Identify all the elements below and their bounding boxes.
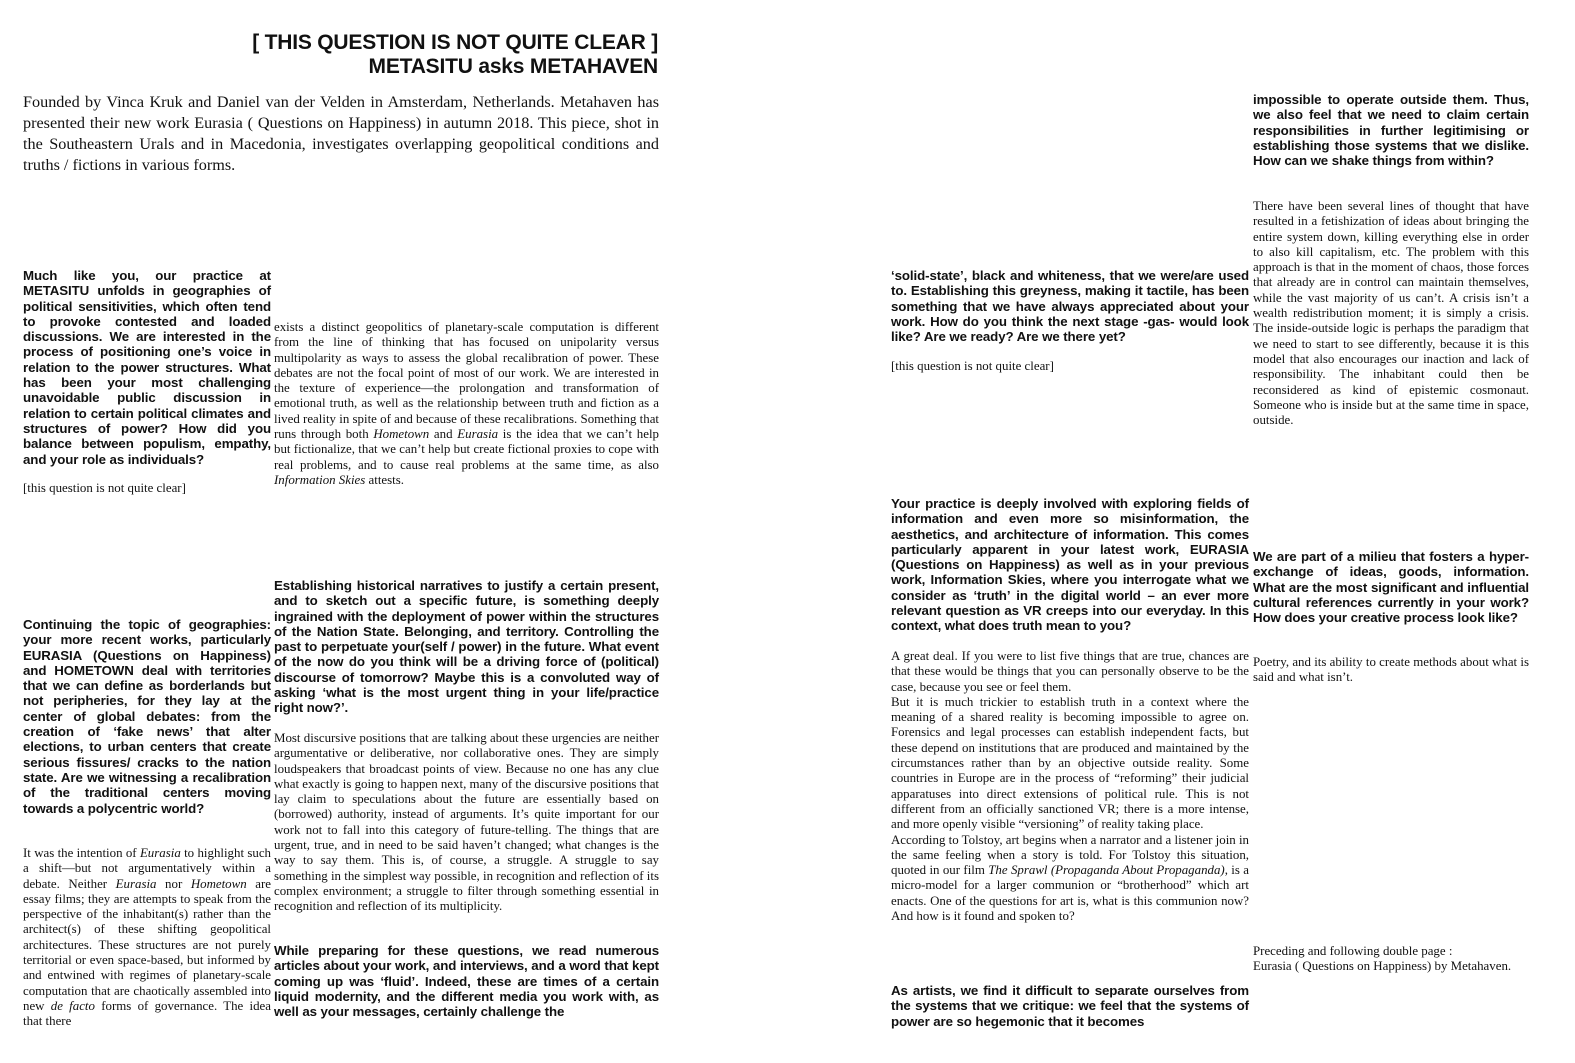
question-7: We are part of a milieu that fosters a hyper-exchange of ideas, goods, information. What are the most significant and influential cultural references currently in your work? How does your creative process look like? xyxy=(1253,549,1529,626)
caption-line-1: Preceding and following double page : xyxy=(1253,944,1453,958)
question-6-end: impossible to operate outside them. Thus, we also feel that we need to claim certain responsibilities in further legitimising or establishing those systems that we dislike. How can we shake things from within? xyxy=(1253,92,1529,169)
article-title xyxy=(150,31,658,79)
answer-5: A great deal. If you were to list five things that are true, chances are that these would be things that you can personally observe to be the case, because you see or feel them. But it is much trickier to establish truth in a context where the meaning of a shared reality is becoming impossible to agree on. Forensics and legal processes can establish independent facts, but these depend on institutions that are produced and maintained by the circumstances rather than by an objective outside reality. Some countries in Europe are in the process of “reforming” their judicial apparatuses into direct extensions of political rule. This is not different from an officially sanctioned VR; there is a more intense, and more openly visible “versioning” of reality taking place. According to Tolstoy, art begins when a narrator and a listener join in the same feeling when a story is told. For Tolstoy this situation, quoted in our film The Sprawl (Propaganda About Propaganda), is a micro-model for a larger communion or “brotherhood” which art enacts. One of the questions for art is, what is this communion now? And how is it found and spoken to? xyxy=(891,649,1249,924)
answer-2: It was the intention of Eurasia to highlight such a shift—but not argumentatively within a debate. Neither Eurasia nor Hometown are essay films; they are attempts to speak from the perspective of the inhabitant(s) rather than the architect(s) of these shifting geopolitical architectures. These structures are not purely territorial or even space-based, but informed by and entwined with regimes of planetary-scale computation that are chaotically assembled into new de facto forms of governance. The idea that there xyxy=(23,846,272,1029)
answer-2-continued: exists a distinct geopolitics of planetary-scale computation is different from the line of thinking that has focused on unipolarity versus multipolarity as ways to assess the global recalibration of power. These debates are not the focal point of most of our work. We are interested in the texture of experience—the prolongation and transformation of emotional truth, as well as the relationship between truth and fiction as a lived reality in spite of and because of these recalibrations. Something that runs through both Hometown and Eurasia is the idea that we can’t help but fictionalize, that we can’t help but create fictional proxies to cope with real problems, and to cause real problems at the same time, as also Information Skies attests. xyxy=(274,320,659,487)
answer-1-note: [this question is not quite clear] xyxy=(23,481,186,495)
title-line-2: METASITU asks METAHAVEN xyxy=(368,55,658,78)
caption-line-2: Eurasia ( Questions on Happiness) by Metahaven. xyxy=(1253,959,1512,974)
question-5: Your practice is deeply involved with exploring fields of information and even more so misinformation, the aesthetics, and architecture of information. This comes particularly apparent in your latest work, EURASIA (Questions on Happiness) as well as in your previous work, Information Skies, where you interrogate what we consider as ‘truth’ in the digital world – an ever more relevant question as VR creeps into our everyday. In this context, what does truth mean to you? xyxy=(891,496,1249,634)
title-line-1: [ THIS QUESTION IS NOT QUITE CLEAR ] xyxy=(252,31,658,54)
question-4-start: While preparing for these questions, we read numerous articles about your work, and interviews, and a word that kept coming up was ‘fluid’. Indeed, these are times of a certain liquid modernity, and the different media you work with, as well as your messages, certainly challenge the xyxy=(274,943,659,1020)
answer-4-note: [this question is not quite clear] xyxy=(891,359,1054,373)
question-2: Continuing the topic of geographies: your more recent works, particularly EURASIA (Questions on Happiness) and HOMETOWN deal with territories that we can define as borderlands but not peripheries, for they lay at the center of global debates: from the creation of ‘fake news’ that alter elections, to urban centers that create serious fissures/ cracks to the nation state. Are we witnessing a recalibration of the traditional centers moving towards a polycentric world? xyxy=(23,617,271,816)
question-6-start: As artists, we find it difficult to separate ourselves from the systems that we critique: we feel that the systems of power are so hegemonic that it becomes xyxy=(891,983,1249,1029)
question-1: Much like you, our practice at METASITU unfolds in geographies of political sensitivities, which often tend to provoke contested and loaded discussions. We are interested in the process of positioning one’s voice in relation to the power structures. What has been your most challenging unavoidable public discussion in relation to certain political climates and structures of power? How did you balance between populism, empathy, and your role as individuals? xyxy=(23,268,271,467)
answer-6: There have been several lines of thought that have resulted in a fetishization of ideas about bringing the entire system down, killing everything else in order to also kill capitalism, etc. The problem with this approach is that in the moment of chaos, those forces that already are in control can maintain themselves, while the vast majority of us can’t. A crisis isn’t a wealth redistribution moment; it is simply a crisis. The inside-outside logic is perhaps the paradigm that we need to start to see differently, because it is this model that also encourages our inaction and lack of responsibility. The inhabitant could then be reconsidered as kind of epistemic cosmonaut. Someone who is inside but at the same time in space, outside. xyxy=(1253,199,1529,428)
answer-7: Poetry, and its ability to create methods about what is said and what isn’t. xyxy=(1253,655,1529,685)
question-3: Establishing historical narratives to justify a certain present, and to sketch out a specific future, is something deeply ingrained with the deployment of power within the structures of the Nation State. Belonging, and territory. Controlling the past to perpetuate your(self / power) in the future. What event of the now do you think will be a driving force of (political) discourse of tomorrow? Maybe this is a convoluted way of asking ‘what is the most urgent thing in your life/practice right now?’. xyxy=(274,578,659,716)
answer-3: Most discursive positions that are talking about these urgencies are neither argumentative or deliberative, nor collaborative ones. They are simply loudspeakers that broadcast points of view. Because no one has any clue what exactly is going to happen next, many of the discursive positions that lay claim to speculations about the future are essentially based on (borrowed) authority, instead of arguments. It’s quite important for our work not to fall into this category of future-telling. The things that are urgent, true, and in need to be said haven’t changed; what changes is the way to say them. This is, of course, a struggle. A struggle to say something in the simplest way possible, in recognition and reflection of its complex environment; a struggle to filter through something essential in recognition and reflection of its multiplicity. xyxy=(274,731,659,914)
question-4-end: ‘solid-state’, black and whiteness, that we were/are used to. Establishing this greyness, making it tactile, has been something that we have always appreciated about your work. How do you think the next stage -gas- would look like? Are we ready? Are we there yet? xyxy=(891,268,1249,345)
image-caption xyxy=(1253,944,1543,975)
intro-paragraph: Founded by Vinca Kruk and Daniel van der Velden in Amsterdam, Netherlands. Metahaven has presented their new work Eurasia ( Questions on Happiness) in autumn 2018. This piece, shot in the Southeastern Urals and in Macedonia, investigates overlapping geopolitical conditions and truths / fictions in various forms. xyxy=(23,93,659,174)
